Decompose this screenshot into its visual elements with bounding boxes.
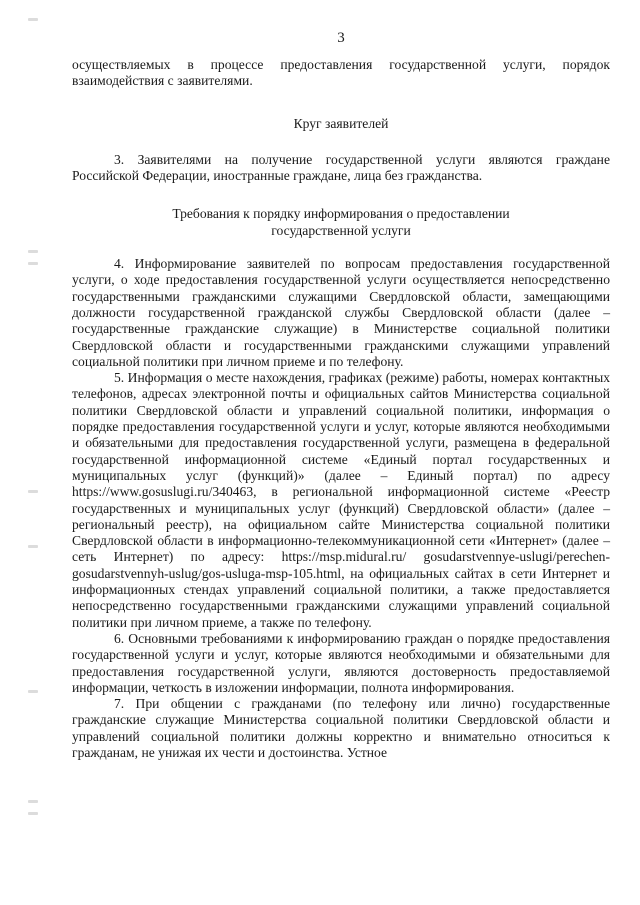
paragraph-4: 4. Информирование заявителей по вопросам предоставления государственной услуги, о ходе предоставления государственной услуги осуществляется непосредственно государственными гражданскими служащими Свердловской области, замещающими должности государственной гражданской службы Свердловской области (далее – государственные гражданские служащие) в Министерстве социальной политики Свердловской области и государственными гражданскими служащими управлений социальной политики при личном приеме и по телефону. [72,256,610,369]
section-title-informing-line1: Требования к порядку информирования о предоставлении [172,206,510,222]
page-number: 3 [337,30,345,46]
paragraph-7: 7. При общении с гражданами (по телефону или лично) государственные гражданские служащие Министерства социальной политики Свердловской области и управлений социальной политики должны корректно и внимательно относиться к гражданам, не унижая их чести и достоинства. Устное [72,696,610,760]
section-title-informing-line2: государственной услуги [271,222,411,238]
intro-paragraph: осуществляемых в процессе предоставления государственной услуги, порядок взаимодействия с заявителями. [72,57,610,89]
document-page [72,30,610,761]
scan-margin-marks [0,0,60,905]
paragraph-5: 5. Информация о месте нахождения, графиках (режиме) работы, номерах контактных телефонов, адресах электронной почты и официальных сайтов Министерства социальной политики Свердловской области и управлений социальной политики, информация о порядке предоставления государственной услуги и услуг, которые являются необходимыми и обязательными для предоставления государственной услуги, размещена в федеральной государственной информационной системе «Единый портал государственных и муниципальных услуг (функций)» (далее – Единый портал) по адресу https://www.gosuslugi.ru/340463, в региональной информационной системе «Реестр государственных и муниципальных услуг (функций) Свердловской области» (далее – региональный реестр), на официальном сайте Министерства социальной политики Свердловской области в информационно-телекоммуникационной сети «Интернет» (далее – сеть Интернет) по адресу: https://msp.midural.ru/ gosudarstvennye-uslugi/perechen-gosudarstvennyh-uslug/gos-usluga-msp-105.html, на официальных сайтах в сети Интернет и информационных стендах управлений социальной политики, а также предоставляется непосредственно государственными гражданскими служащими управлений социальной политики при личном приеме, а также по телефону. [72,370,610,630]
section-title-applicants: Круг заявителей [293,115,389,131]
paragraph-3: 3. Заявителями на получение государственной услуги являются граждане Российской Федерации, иностранные граждане, лица без гражданства. [72,151,610,184]
paragraph-6: 6. Основными требованиями к информированию граждан о порядке предоставления государственной услуги и услуг, которые являются необходимыми и обязательными для предоставления государственной услуги, являются достоверность предоставляемой информации, четкость в изложении информации, полнота информирования. [72,630,610,695]
